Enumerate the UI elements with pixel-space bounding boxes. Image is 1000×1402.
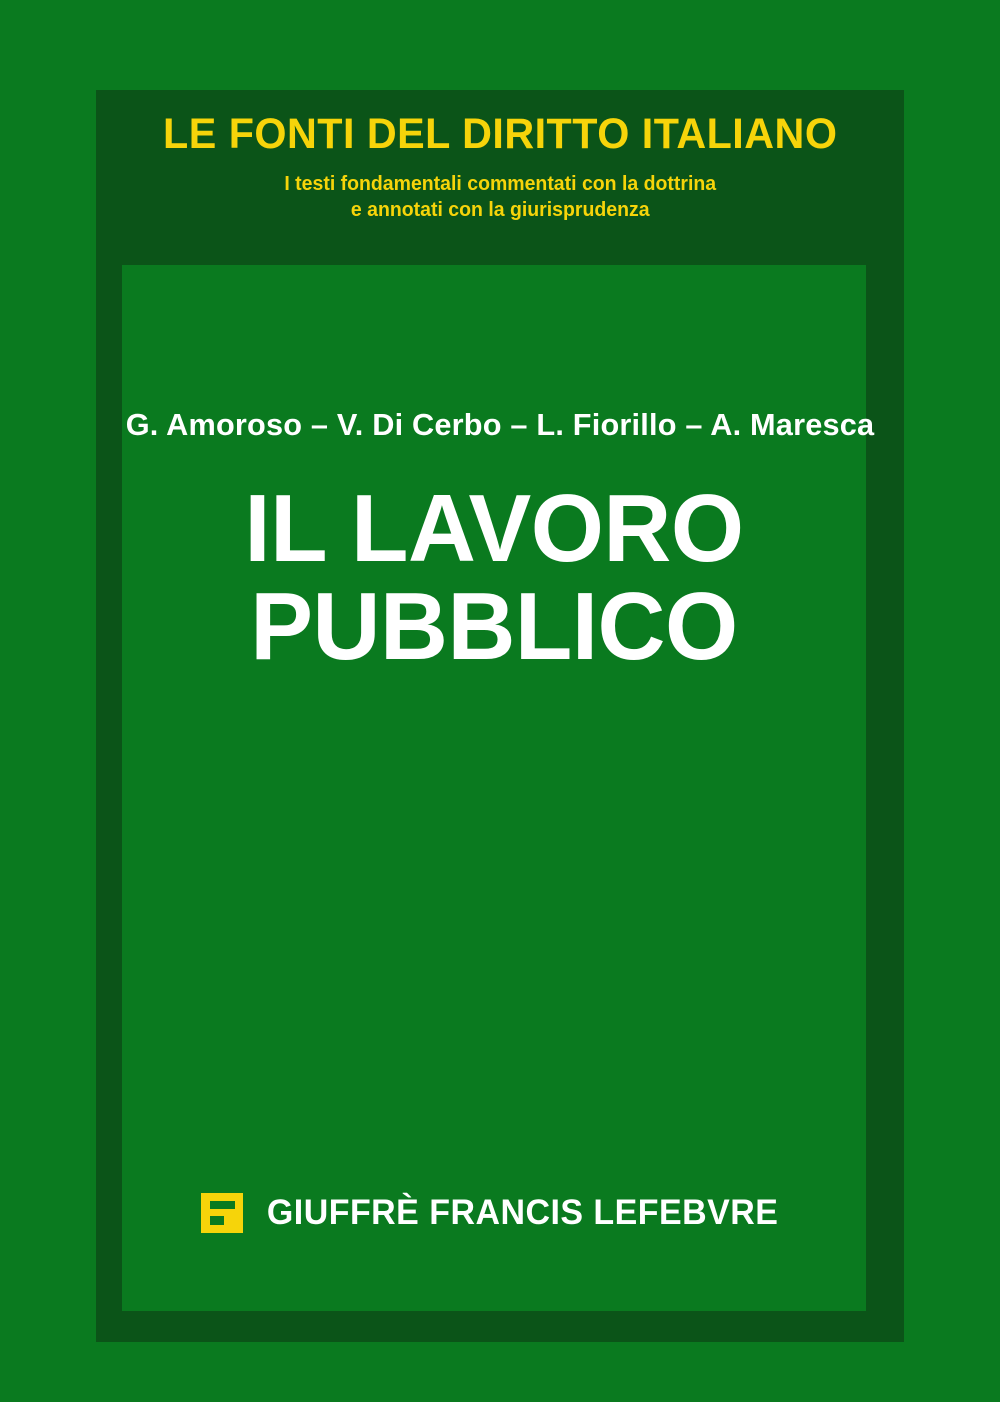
publisher-name: GIUFFRÈ FRANCIS LEFEBVRE [267,1193,779,1232]
authors-line: G. Amoroso – V. Di Cerbo – L. Fiorillo – A. Maresca [125,407,875,442]
page-title-line-1: IL LAVORO [244,475,744,582]
publisher-block [122,1193,866,1233]
page-title [122,475,866,680]
series-subtitle-line-1: I testi fondamentali commentati con la dottrina [284,172,716,196]
cover-header [96,90,904,266]
page-title-line-2: PUBBLICO [250,572,738,680]
series-title: LE FONTI DEL DIRITTO ITALIANO [162,110,838,158]
giuffre-logo-icon [201,1193,243,1233]
series-subtitle [284,171,716,222]
series-subtitle-line-2: e annotati con la giurisprudenza [350,197,650,221]
cover-inner-panel [122,265,875,1311]
